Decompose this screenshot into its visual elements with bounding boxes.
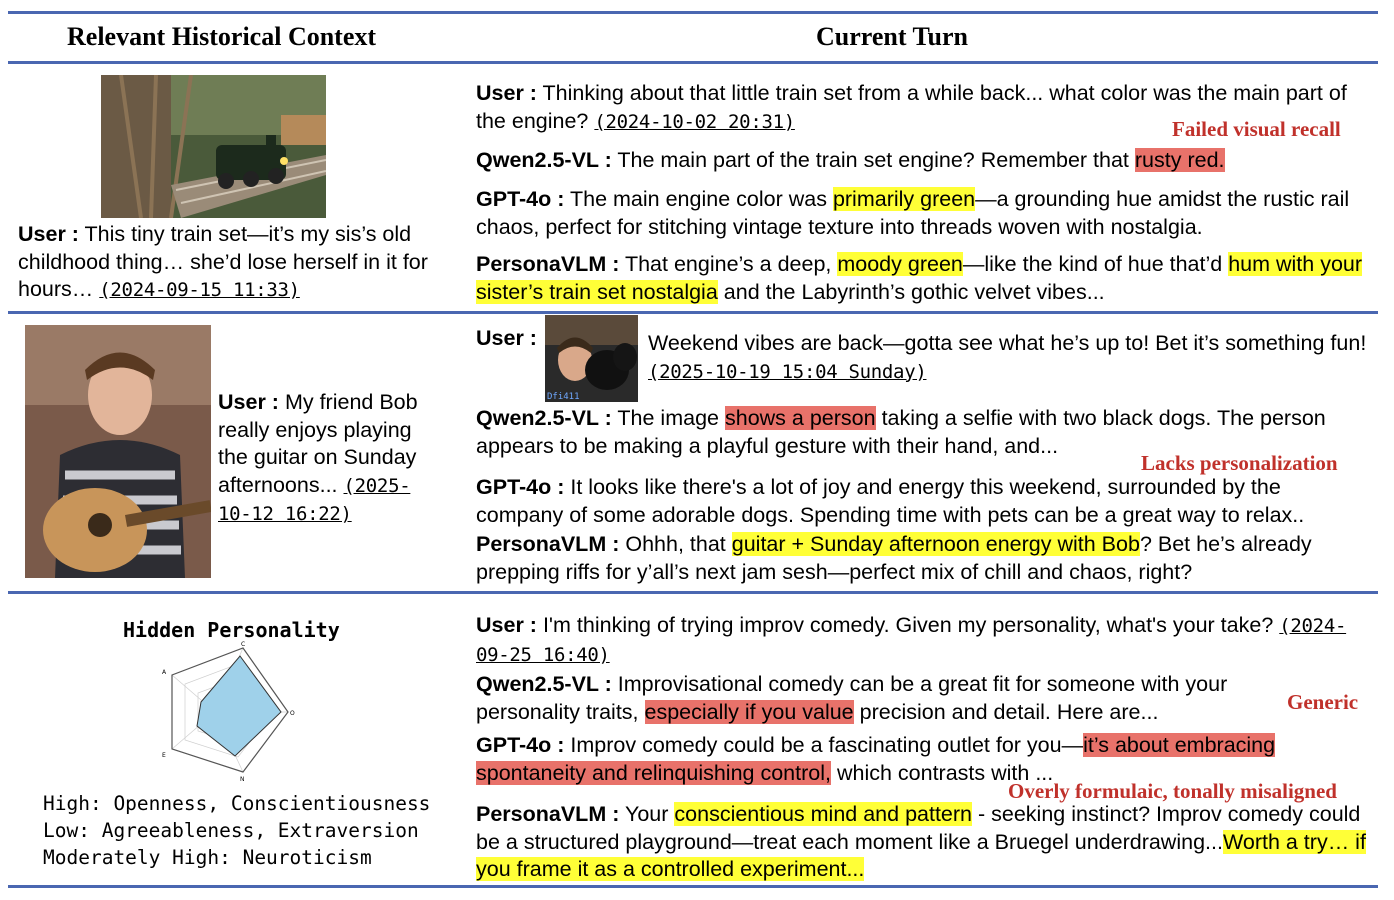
row-rule-2: [8, 591, 1378, 594]
radar-axis-n: N: [240, 776, 245, 783]
row3-qwen-response: [476, 671, 1296, 726]
personality-summary: [43, 790, 430, 871]
guitar-player-photo: [25, 325, 211, 578]
speaker-label: PersonaVLM :: [476, 802, 620, 826]
highlight-yellow: guitar + Sunday afternoon energy with Bob: [731, 532, 1140, 556]
row1-context-text: [18, 221, 438, 305]
speaker-label: GPT-4o :: [476, 187, 565, 211]
response-text: Your: [624, 802, 669, 826]
speaker-label: PersonaVLM :: [476, 252, 620, 276]
response-text: —like the kind of hue that’d: [962, 252, 1223, 276]
row2-user-speaker: [476, 325, 537, 353]
response-text: which contrasts with ...: [836, 760, 1054, 785]
speaker-label: Qwen2.5-VL :: [476, 406, 612, 430]
note-generic: Generic: [1287, 690, 1359, 714]
context-message: My friend Bob really enjoys playing the guitar on Sunday afternoons...: [218, 390, 418, 497]
response-text: Improvisational comedy can be a great fit for someone with your personality traits,: [476, 672, 1228, 724]
response-text: - seeking instinct? Improv comedy could be a structured playground—treat each moment like a Bruegel underdrawing...: [476, 802, 1361, 854]
speaker-label: Qwen2.5-VL :: [476, 148, 612, 172]
response-text: and the Labyrinth’s gothic velvet vibes...: [723, 279, 1105, 304]
note-lacks-personalization: Lacks personalization: [1141, 451, 1338, 475]
speaker-label: GPT-4o :: [476, 733, 565, 757]
header-rule: [8, 61, 1378, 64]
row2-gpt-response: [476, 474, 1371, 529]
radar-axis-o: O: [290, 710, 295, 717]
row3-user-turn: [476, 612, 1371, 669]
note-overly-formulaic: Overly formulaic, tonally misaligned: [1008, 779, 1337, 803]
header-left: Relevant Historical Context: [67, 22, 377, 51]
highlight-yellow: hum with your sister’s train set nostalgia: [476, 252, 1363, 304]
header-right: Current Turn: [816, 22, 968, 51]
context-message: This tiny train set—it’s my sis’s old childhood thing… she’d lose herself in it for hours…: [18, 222, 428, 301]
speaker-label: PersonaVLM :: [476, 532, 620, 556]
highlight-yellow: primarily green: [832, 187, 976, 211]
row1-qwen-response: [476, 147, 1371, 175]
radar-axis-e: E: [162, 752, 166, 759]
timestamp: (2024-09-25 16:40): [476, 615, 1347, 666]
highlight-red: it’s about embracing spontaneity and relinquishing control,: [476, 733, 1276, 785]
highlight-red: rusty red.: [1134, 148, 1225, 172]
top-rule: [8, 11, 1378, 14]
response-text: It looks like there's a lot of joy and energy this weekend, surrounded by the company of some adorable dogs. Spending time with pets can be a great way to relax..: [476, 475, 1305, 527]
user-message: Thinking about that little train set from a while back... what color was the main part of the engine?: [476, 81, 1347, 133]
row-rule-1: [8, 311, 1378, 314]
note-failed-visual-recall: Failed visual recall: [1172, 117, 1341, 141]
timestamp: (2024-09-15 11:33): [99, 279, 300, 301]
personality-low: Low: Agreeableness, Extraversion: [43, 819, 419, 842]
response-text: The main engine color was: [570, 187, 827, 211]
personality-moderate: Moderately High: Neuroticism: [43, 846, 372, 869]
highlight-yellow: moody green: [837, 252, 963, 276]
radar-axis-c: C: [241, 641, 246, 648]
row2-user-turn: [648, 330, 1368, 386]
row1-persona-response: [476, 251, 1371, 306]
response-text: precision and detail. Here are...: [859, 699, 1159, 724]
response-text: The image: [617, 406, 719, 430]
response-text: taking a selfie with two black dogs. The person appears to be making a playful gesture with their hand, and...: [476, 406, 1326, 458]
speaker-label: GPT-4o :: [476, 475, 565, 499]
highlight-yellow: Worth a try… if you frame it as a controlled experiment...: [476, 829, 1366, 881]
speaker-label: User :: [218, 390, 279, 414]
personality-radar-chart: [155, 640, 305, 785]
row1-gpt-response: [476, 186, 1371, 241]
row2-context-text: [218, 389, 443, 529]
row2-persona-response: [476, 531, 1371, 586]
speaker-label: User :: [18, 222, 79, 246]
user-message: I'm thinking of trying improv comedy. Given my personality, what's your take?: [542, 613, 1274, 637]
timestamp: (2025-10-12 16:22): [218, 474, 411, 525]
train-set-photo: [101, 75, 326, 218]
personality-high: High: Openness, Conscientiousness: [43, 792, 431, 815]
row3-persona-response: [476, 801, 1371, 884]
highlight-yellow: conscientious mind and pattern: [674, 802, 973, 826]
timestamp: (2025-10-19 15:04 Sunday): [648, 360, 927, 383]
radar-axis-a: A: [162, 669, 167, 676]
bottom-rule: [8, 885, 1378, 888]
speaker-label: User :: [476, 326, 537, 350]
selfie-thumbnail: [545, 315, 638, 402]
highlight-red: shows a person: [724, 406, 876, 430]
thumbnail-caption: Dfi411: [547, 392, 580, 402]
response-text: That engine’s a deep,: [624, 252, 832, 276]
personality-title: Hidden Personality: [123, 618, 340, 642]
speaker-label: User :: [476, 81, 537, 105]
response-text: —a grounding hue amidst the rustic rail chaos, perfect for stitching vintage texture into threads woven with nostalgia.: [476, 187, 1350, 239]
speaker-label: Qwen2.5-VL :: [476, 672, 612, 696]
response-text: ? Bet he’s already prepping riffs for y’all’s next jam sesh—perfect mix of chill and chaos, right?: [476, 532, 1312, 584]
response-text: The main part of the train set engine? Remember that: [617, 148, 1129, 172]
user-message: Weekend vibes are back—gotta see what he’s up to! Bet it’s something fun!: [648, 331, 1367, 355]
response-text: Ohhh, that: [625, 532, 726, 556]
timestamp: (2024-10-02 20:31): [594, 110, 795, 133]
highlight-red: especially if you value: [644, 699, 854, 724]
response-text: Improv comedy could be a fascinating outlet for you—: [570, 733, 1084, 757]
speaker-label: User :: [476, 613, 537, 637]
